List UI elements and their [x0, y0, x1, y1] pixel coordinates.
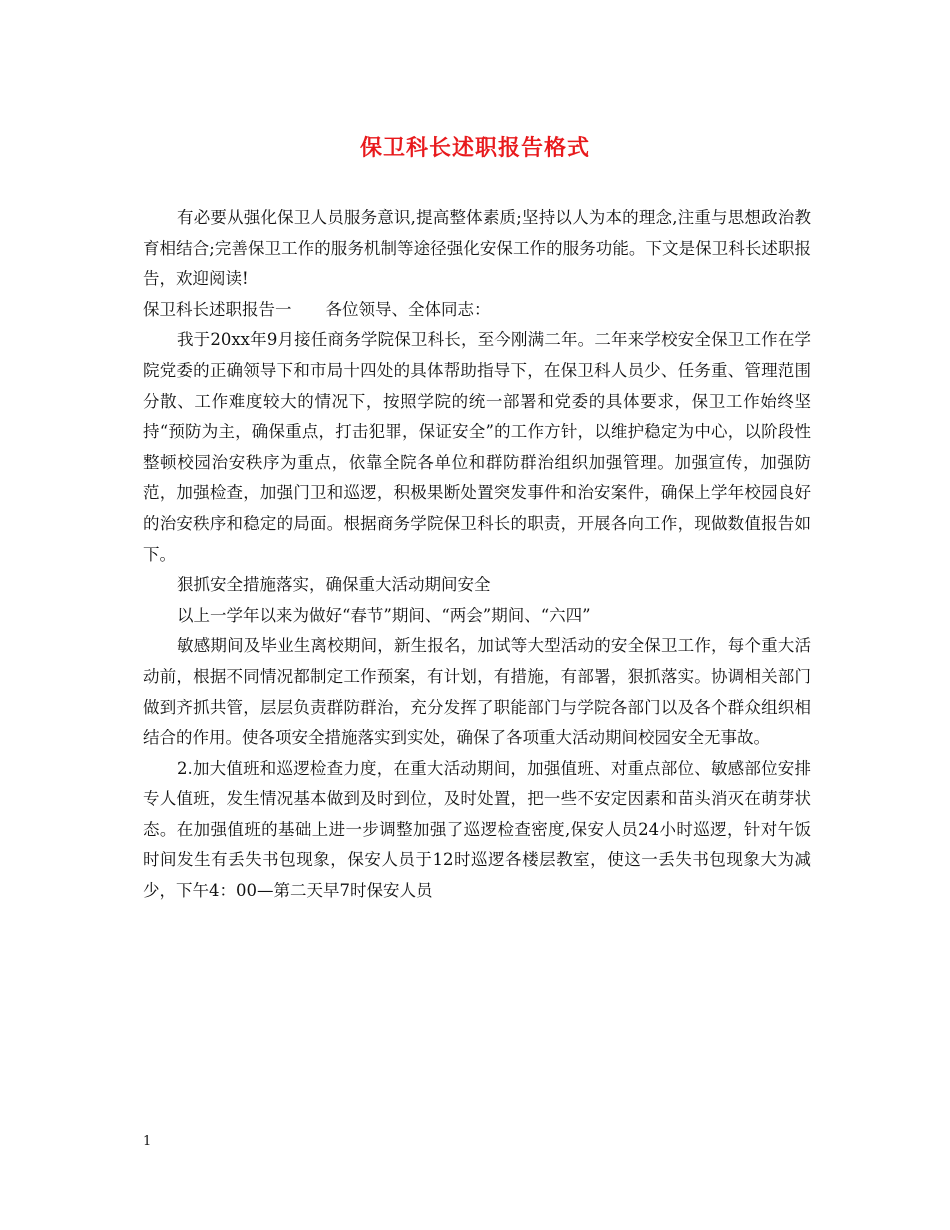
document-body — [143, 203, 811, 907]
body-paragraph-2: 狠抓安全措施落实，确保重大活动期间安全 — [177, 575, 491, 595]
body-paragraph-3: 以上一学年以来为做好“春节”期间、“两会”期间、“六四” — [177, 605, 591, 625]
body-paragraph-1: 我于20xx年9月接任商务学院保卫科长，至今刚满二年。二年来学校安全保卫工作在学院党委的正确领导下和市局十四处的具体帮助指导下，在保卫科人员少、任务重、管理范围分散、工作难度较大的情况下，按照学院的统一部署和党委的具体要求，保卫工作始终坚持“预防为主，确保重点，打击犯罪，保证安全”的工作方针，以维护稳定为中心，以阶段性整顿校园治安秩序为重点，依靠全院各单位和群防群治组织加强管理。加强宣传，加强防范，加强检查，加强门卫和巡逻，积极果断处置突发事件和治安案件，确保上学年校园良好的治安秩序和稳定的局面。根据商务学院保卫科长的职责，开展各向工作，现做数值报告如下。 — [143, 330, 811, 564]
salutation: 各位领导、全体同志： — [325, 299, 491, 319]
body-paragraph-5: 2.加大值班和巡逻检查力度，在重大活动期间，加强值班、对重点部位、敏感部位安排专人值班，发生情况基本做到及时到位，及时处置，把一些不安定因素和苗头消灭在萌芽状态。在加强值班的基础上进一步调整加强了巡逻检查密度,保安人员24小时巡逻，针对午饭时间发生有丢失书包现象，保安人员于12时巡逻各楼层教室，使这一丢失书包现象大为减少，下午4：00—第二天早7时保安人员 — [143, 758, 811, 901]
intro-paragraph: 有必要从强化保卫人员服务意识,提高整体素质;坚持以人为本的理念,注重与思想政治教育相结合;完善保卫工作的服务机制等途径强化安保工作的服务功能。下文是保卫科长述职报告，欢迎阅读! — [143, 208, 811, 289]
page-number: 1 — [143, 1134, 152, 1149]
document-title: 保卫科长述职报告格式 — [359, 135, 590, 161]
report-heading-line — [143, 295, 811, 326]
section-title: 保卫科长述职报告一 — [143, 299, 292, 319]
body-paragraph-4: 敏感期间及毕业生离校期间，新生报名，加试等大型活动的安全保卫工作，每个重大活动前，根据不同情况都制定工作预案，有计划，有措施，有部署，狠抓落实。协调相关部门做到齐抓共管，层层负责群防群治，充分发挥了职能部门与学院各部门以及各个群众组织相结合的作用。使各项安全措施落实到实处，确保了各项重大活动期间校园安全无事故。 — [143, 636, 811, 748]
